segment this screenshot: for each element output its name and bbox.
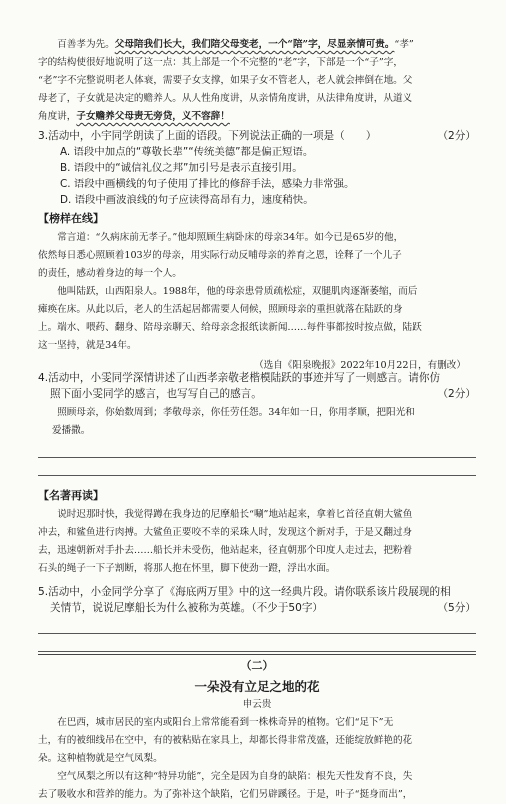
- section-divider: [38, 654, 476, 655]
- question-3: [38, 128, 476, 208]
- question-4-line-2: 照下面小雯同学的感言，也写写自己的感言。: [50, 388, 262, 400]
- model-p2-line-2: 瘫痪在床。从此以后，老人的生活起居都需要人伺候，照顾母亲的重担就落在陆跃的身: [38, 304, 403, 315]
- question-3-score: （2分）: [437, 130, 476, 142]
- model-section: [38, 210, 476, 371]
- intro-line-1: 百善孝为先。父母陪我们长大，我们陪父母变老，一个“陪”字，尽显亲情可贵。“孝”: [57, 39, 414, 50]
- question-3-stem: 3.活动中，小宇同学朗读了上面的语段。下列说法正确的一项是（ ）: [38, 130, 377, 142]
- question-4-line-1: 4.活动中，小雯同学深情讲述了山西孝亲敬老楷模陆跃的事迹并写了一则感言。请你仿: [38, 372, 441, 384]
- essay-author: 申云贵: [242, 699, 272, 710]
- intro-line-4: 母老了，子女就是决定的赡养人。从人性角度讲，从亲情角度讲，从法律角度讲，从道义: [38, 93, 413, 104]
- essay-p1-line-3: 朵。这种植物就是空气凤梨。: [38, 753, 163, 764]
- model-p2-line-1: 他叫陆跃，山西阳泉人。1988年，他的母亲患骨质疏松症，双腿肌肉逐渐萎缩，而后: [57, 286, 418, 297]
- classic-line-3: 去，迅速朝新对手扑去……船长并未受伤，他站起来，径直朝那个印度人走过去，把粉着: [38, 545, 413, 556]
- model-p1-line-2: 依然每日悉心照顾着103岁的母亲，用实际行动反哺母亲的养育之恩，诠释了一个儿子: [38, 250, 402, 261]
- section-heading-classic: 【名著再读】: [38, 489, 104, 502]
- option-c[interactable]: C. 语段中画横线的句子使用了排比的修辞手法，感染力非常强。: [60, 178, 355, 190]
- essay-title: 一朵没有立足之地的花: [194, 679, 320, 694]
- question-5-line-2: 关情节，说说尼摩船长为什么被称为英雄。（不少于50字）: [50, 602, 324, 614]
- question-4: [38, 370, 476, 476]
- model-p1-line-3: 的责任，感动着身边的每一个人。: [38, 268, 182, 279]
- option-b[interactable]: B. 语段中的“诚信礼仪之邦”加引号是表示直接引用。: [60, 162, 303, 174]
- intro-line-2: 字的结构使很好地说明了这一点：其上部是一个不完整的“老”字，下部是一个“子”字，: [38, 57, 403, 68]
- question-5: [38, 584, 476, 652]
- wavy-sentence-1: 父母陪我们长大，我们陪父母变老，一个“陪”字，尽显亲情可贵。: [114, 39, 395, 50]
- answer-line-q5-2[interactable]: [38, 634, 476, 652]
- section-heading-model: 【榜样在线】: [38, 212, 104, 225]
- essay-p2-line-1: 空气凤梨之所以有这种“特异功能”，完全是因为自身的缺陷：根先天性发育不良，失: [57, 771, 413, 782]
- essay-p2-line-2: 去了吸收水和营养的能力。为了弥补这个缺陷，它们另辟蹊径。于是，叶子“挺身而出”，: [38, 789, 413, 800]
- source-note: （选自《阳泉晚报》2022年10月22日，有删改）: [254, 360, 466, 371]
- classic-section: [38, 487, 476, 578]
- model-p1-line-1: 常言道：“久病床前无孝子。”他却照顾生病卧床的母亲34年。如今已是65岁的他，: [57, 232, 404, 243]
- question-5-line-1: 5.活动中，小金同学分享了《海底两万里》中的这一经典片段。请你联系该片段展现的相: [38, 586, 451, 598]
- section-number: （二）: [240, 659, 274, 672]
- option-d[interactable]: D. 语段中画波浪线的句子应读得高昂有力，速度稍快。: [60, 194, 314, 206]
- model-p2-line-3: 上。端水、喂药、翻身、陪母亲聊天、给母亲念报纸读新闻……每件事都按时按点做，陆跃: [38, 322, 422, 333]
- classic-line-1: 说时迟那时快，我觉得蹲在我身边的尼摩船长“唰”地站起来，拿着匕首径直朝大鲨鱼: [57, 509, 413, 520]
- classic-line-4: 石头的绳子一下子割断，将那人抱在怀里，脚下使劲一蹬，浮出水面。: [38, 563, 336, 574]
- answer-line-q4-2[interactable]: [38, 458, 476, 476]
- wavy-sentence-2: 子女赡养父母责无旁贷，义不容辞！: [76, 111, 230, 122]
- model-p2-line-4: 这一坚持，就是34年。: [38, 340, 137, 351]
- example-line-2: 爱播撒。: [52, 425, 91, 436]
- question-4-score: （2分）: [437, 388, 476, 400]
- intro-passage: [38, 36, 476, 126]
- example-line-1: 照顾母亲，你始数周到；孝敬母亲，你任劳任怨。34年如一日，你用孝顺，把阳光和: [57, 407, 415, 418]
- essay-section: [38, 657, 476, 804]
- question-5-score: （5分）: [437, 602, 476, 614]
- answer-line-q4-1[interactable]: [38, 440, 476, 458]
- essay-p1-line-1: 在巴西，城市居民的室内或阳台上常常能看到一株株奇异的植物。它们“足下”无: [57, 717, 394, 728]
- option-a[interactable]: A. 语段中加点的“尊敬长辈”“传统美德”都是偏正短语。: [60, 146, 314, 158]
- essay-p1-line-2: 土，有的被细线吊在空中，有的被粘贴在家具上，却都长得非常茂盛，还能绽放鲜艳的花: [38, 735, 413, 746]
- answer-line-q5-1[interactable]: [38, 616, 476, 634]
- intro-line-5: 角度讲，子女赡养父母责无旁贷，义不容辞！: [38, 111, 230, 122]
- classic-line-2: 冲去，和鲨鱼进行肉搏。大鲨鱼正要咬不幸的采珠人时，发现这个新对手，于是又翻过身: [38, 527, 413, 538]
- intro-line-3: “老”字不完整说明老人体衰，需要子女支撑，如果子女不管老人，老人就会摔倒在地。父: [38, 75, 413, 86]
